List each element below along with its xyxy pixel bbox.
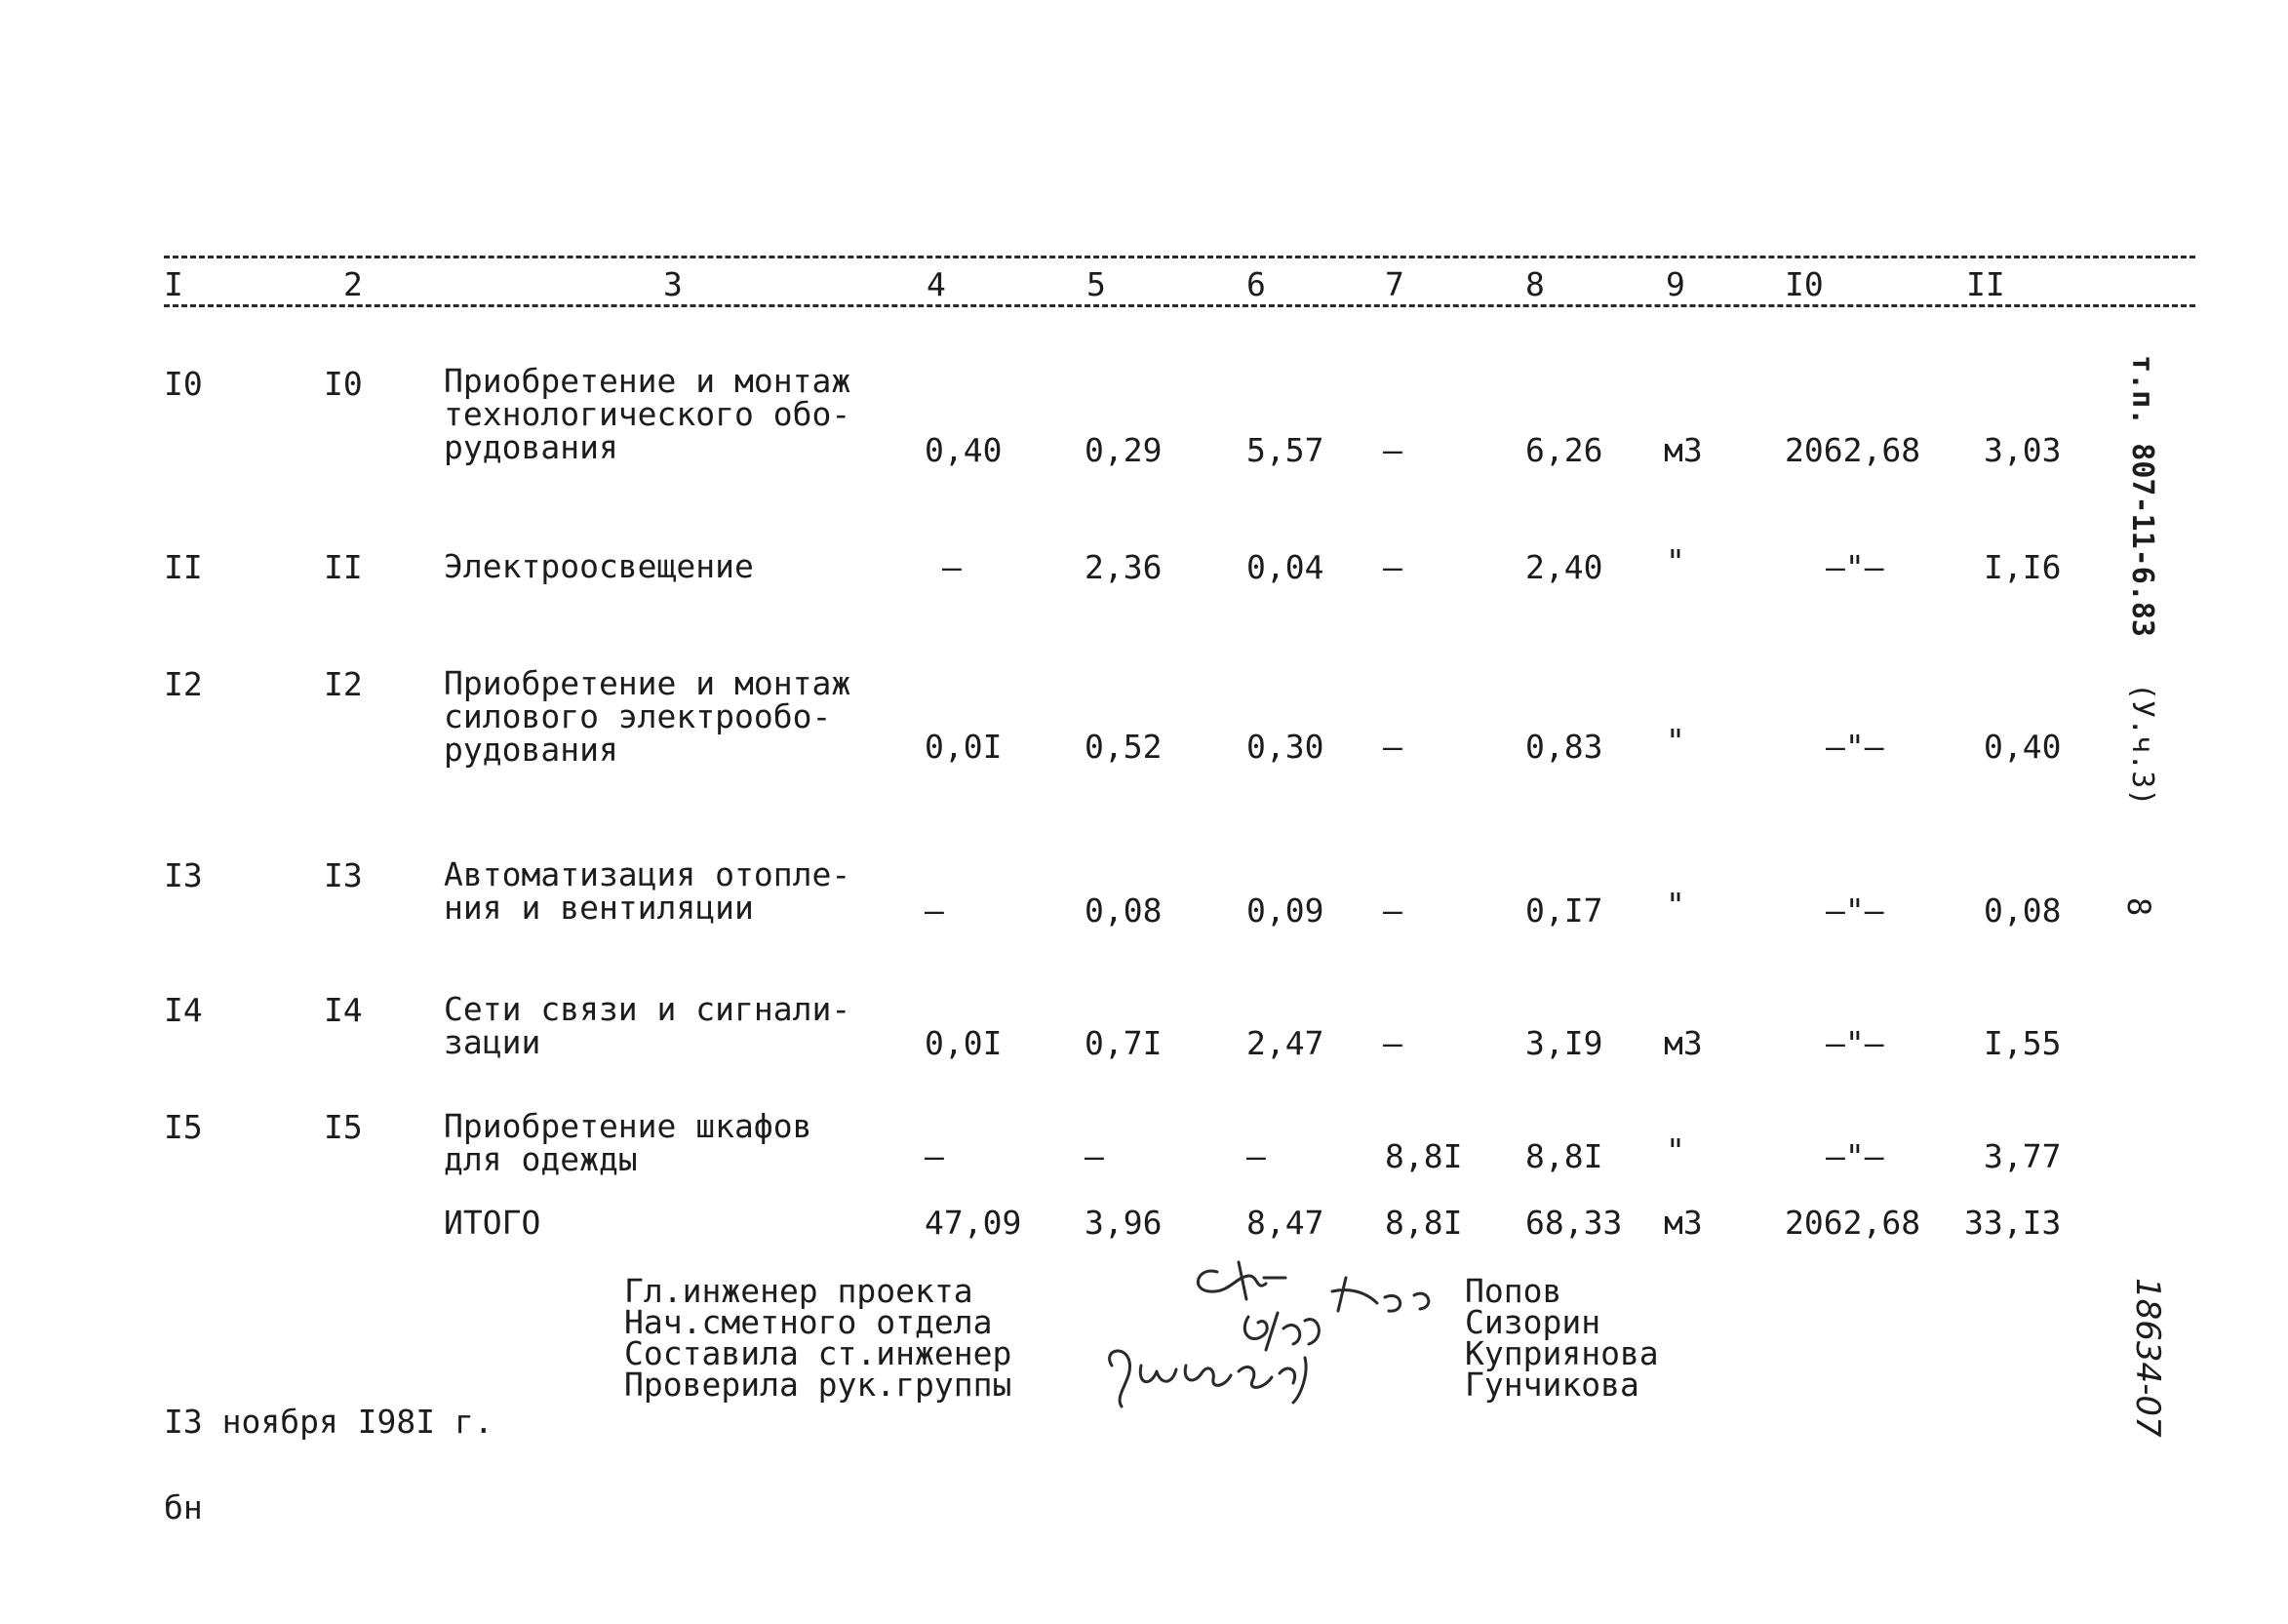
- name-sizorin: Сизорин: [1465, 1303, 1601, 1341]
- cell-col5: 0,7I: [1085, 1024, 1163, 1062]
- row-num-1: I0: [164, 365, 203, 403]
- cell-col9: м3: [1664, 1024, 1703, 1062]
- col-header-8: 8: [1525, 265, 1545, 303]
- col-header-4: 4: [927, 265, 946, 303]
- role-estimate-head: Нач.сметного отдела: [624, 1303, 993, 1341]
- cell-col4: –: [925, 1137, 944, 1175]
- row-description: Приобретение и монтаж технологического обо- рудования: [444, 362, 851, 466]
- total-col8: 68,33: [1525, 1204, 1623, 1242]
- total-col7: 8,8I: [1385, 1204, 1463, 1242]
- col-header-5: 5: [1086, 265, 1106, 303]
- row-description: Приобретение и монтаж силового электрообо- рудования: [444, 664, 851, 769]
- role-chief-engineer: Гл.инженер проекта: [624, 1272, 973, 1310]
- row-num-1: I5: [164, 1108, 203, 1146]
- cell-col11: 0,40: [1984, 728, 2062, 766]
- header-bottom-rule: [164, 304, 2195, 307]
- row-num-1: II: [164, 548, 203, 586]
- margin-page-number: 8: [2120, 897, 2157, 917]
- col-header-1: I: [164, 265, 183, 303]
- col-header-6: 6: [1246, 265, 1266, 303]
- cell-col4: –: [925, 891, 944, 930]
- cell-col8: 8,8I: [1525, 1137, 1603, 1175]
- col-header-9: 9: [1666, 265, 1685, 303]
- row-num-2: I4: [324, 991, 363, 1029]
- cell-col11: 3,77: [1984, 1137, 2062, 1175]
- cell-col5: 0,29: [1085, 431, 1163, 469]
- cell-col7: –: [1383, 431, 1402, 469]
- col-header-10: I0: [1785, 265, 1824, 303]
- row-num-2: I3: [324, 856, 363, 894]
- row-num-2: I5: [324, 1108, 363, 1146]
- cell-col10: 2062,68: [1785, 431, 1921, 469]
- role-checked-by: Проверила рук.группы: [624, 1366, 1012, 1404]
- name-kupriyanova: Куприянова: [1465, 1334, 1659, 1372]
- cell-col9: ": [1666, 886, 1685, 924]
- typist-initials: бн: [164, 1488, 203, 1526]
- margin-project-code: т.п. 807-11-6.83: [2125, 355, 2159, 637]
- row-description: Приобретение шкафов для одежды: [444, 1107, 812, 1178]
- cell-col11: 0,08: [1984, 891, 2062, 930]
- col-header-7: 7: [1385, 265, 1404, 303]
- cell-col10: –"–: [1826, 1137, 1884, 1175]
- cell-col7: –: [1383, 1024, 1402, 1062]
- cell-col4: 0,0I: [925, 728, 1003, 766]
- col-header-2: 2: [343, 265, 363, 303]
- total-col10: 2062,68: [1785, 1204, 1921, 1242]
- total-col6: 8,47: [1246, 1204, 1324, 1242]
- cell-col8: 6,26: [1525, 431, 1603, 469]
- total-col4: 47,09: [925, 1204, 1022, 1242]
- row-num-1: I3: [164, 856, 203, 894]
- cell-col5: –: [1085, 1137, 1104, 1175]
- row-num-2: I0: [324, 365, 363, 403]
- cell-col11: 3,03: [1984, 431, 2062, 469]
- cell-col9: ": [1666, 542, 1685, 580]
- cell-col6: 0,09: [1246, 891, 1324, 930]
- cell-col8: 0,83: [1525, 728, 1603, 766]
- cell-col5: 2,36: [1085, 548, 1163, 586]
- cell-col10: –"–: [1826, 891, 1884, 930]
- row-description: Сети связи и сигнали- зации: [444, 990, 851, 1061]
- cell-col6: 5,57: [1246, 431, 1324, 469]
- cell-col9: ": [1666, 1131, 1685, 1169]
- name-gunchikova: Гунчикова: [1465, 1366, 1639, 1404]
- cell-col10: –"–: [1826, 728, 1884, 766]
- cell-col7: –: [1383, 728, 1402, 766]
- row-num-1: I4: [164, 991, 203, 1029]
- cell-col4: 0,0I: [925, 1024, 1003, 1062]
- document-date: I3 ноября I98I г.: [164, 1403, 493, 1441]
- cell-col8: 2,40: [1525, 548, 1603, 586]
- total-col11: 33,I3: [1964, 1204, 2062, 1242]
- cell-col6: 0,04: [1246, 548, 1324, 586]
- row-description: Электроосвещение: [444, 547, 754, 585]
- cell-col9: м3: [1664, 431, 1703, 469]
- role-compiled-by: Составила ст.инженер: [624, 1334, 1012, 1372]
- total-col9: м3: [1664, 1204, 1703, 1242]
- row-description: Автоматизация отопле- ния и вентиляции: [444, 855, 851, 927]
- cell-col10: –"–: [1826, 548, 1884, 586]
- cell-col6: 0,30: [1246, 728, 1324, 766]
- cell-col6: –: [1246, 1137, 1266, 1175]
- name-popov: Попов: [1465, 1272, 1562, 1310]
- margin-archive-number: 18634-07: [2128, 1278, 2167, 1438]
- cell-col8: 0,I7: [1525, 891, 1603, 930]
- header-top-rule: [164, 256, 2195, 258]
- row-num-2: I2: [324, 665, 363, 703]
- cell-col7: –: [1383, 891, 1402, 930]
- col-header-11: II: [1966, 265, 2005, 303]
- col-header-3: 3: [663, 265, 683, 303]
- cell-col7: 8,8I: [1385, 1137, 1463, 1175]
- cell-col9: ": [1666, 722, 1685, 760]
- total-label: ИТОГО: [444, 1204, 541, 1242]
- cell-col8: 3,I9: [1525, 1024, 1603, 1062]
- cell-col11: I,I6: [1984, 548, 2062, 586]
- row-num-2: II: [324, 548, 363, 586]
- cell-col5: 0,52: [1085, 728, 1163, 766]
- cell-col4: 0,40: [925, 431, 1003, 469]
- cell-col4: –: [942, 548, 962, 586]
- handwritten-signatures: [1092, 1248, 1502, 1424]
- margin-volume: (У.ч.3): [2125, 683, 2159, 807]
- cell-col5: 0,08: [1085, 891, 1163, 930]
- cell-col10: –"–: [1826, 1024, 1884, 1062]
- cell-col7: –: [1383, 548, 1402, 586]
- cell-col6: 2,47: [1246, 1024, 1324, 1062]
- row-num-1: I2: [164, 665, 203, 703]
- total-col5: 3,96: [1085, 1204, 1163, 1242]
- cell-col11: I,55: [1984, 1024, 2062, 1062]
